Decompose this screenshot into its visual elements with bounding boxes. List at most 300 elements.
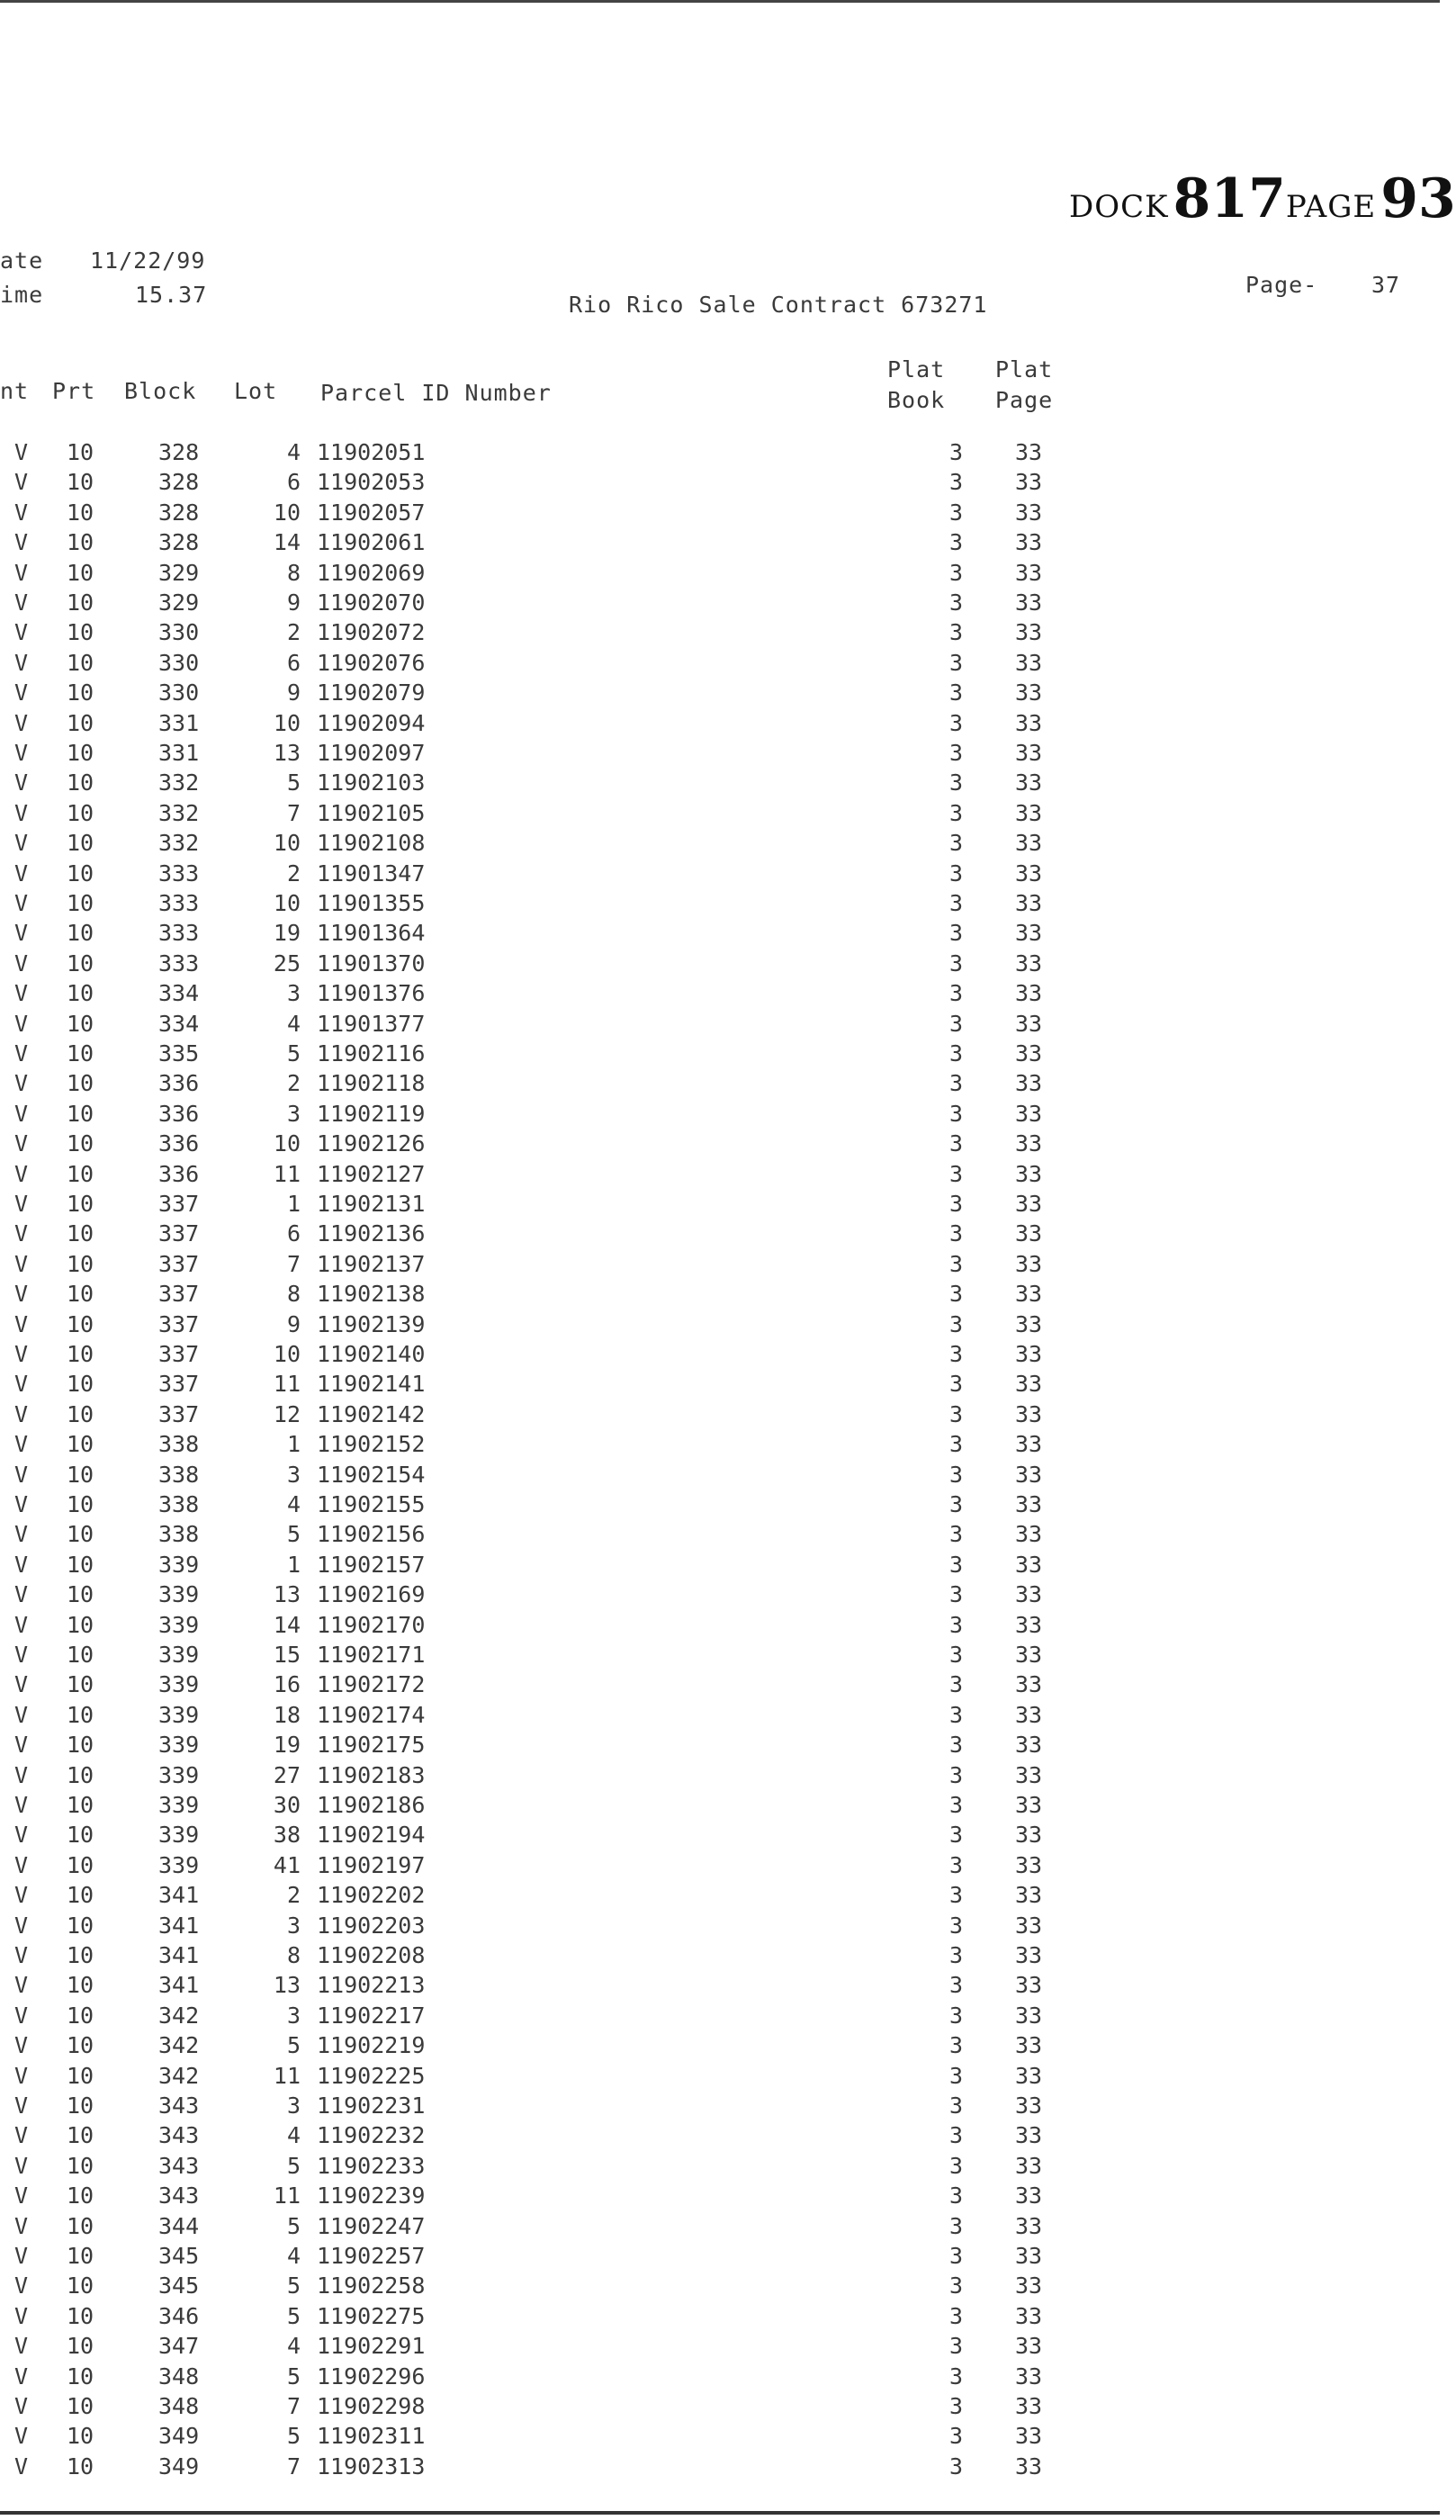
row-plat-page: 33 (1015, 2272, 1043, 2300)
row-lot: 6 (286, 1220, 301, 1247)
row-prt: 10 (67, 920, 94, 947)
row-prt: 10 (67, 980, 94, 1007)
row-plat-book: 3 (948, 649, 963, 676)
row-plat-page: 33 (1015, 1491, 1043, 1517)
row-plat-page: 33 (1015, 1341, 1043, 1367)
row-parcel-id: 11902313 (317, 2452, 426, 2480)
row-prt: 10 (67, 2212, 94, 2239)
row-prt: 10 (67, 1611, 94, 1638)
row-plat-book: 3 (948, 2272, 963, 2300)
row-parcel-id: 11902183 (317, 1761, 426, 1788)
row-plat-page: 33 (1015, 2092, 1043, 2119)
row-lot: 3 (286, 1461, 301, 1488)
row-block: 339 (158, 1732, 200, 1759)
time-label: ime (0, 282, 44, 308)
row-parcel-id: 11902298 (317, 2393, 426, 2419)
row-plat-book: 3 (948, 1310, 963, 1337)
row-plat-book: 3 (948, 1130, 963, 1157)
row-code: V (14, 1191, 29, 1217)
col-header-book-top: Plat (887, 356, 946, 382)
row-lot: 7 (286, 2393, 301, 2419)
row-parcel-id: 11902203 (317, 1912, 426, 1939)
row-plat-page: 33 (1015, 2333, 1043, 2360)
row-parcel-id: 11902291 (317, 2333, 426, 2360)
row-plat-page: 33 (1015, 1822, 1043, 1849)
row-plat-book: 3 (948, 1281, 963, 1308)
row-parcel-id: 11902202 (317, 1882, 426, 1909)
table-row (0, 2213, 1440, 2243)
table-row (0, 1671, 1440, 1701)
row-plat-page: 33 (1015, 2152, 1043, 2179)
row-prt: 10 (67, 2032, 94, 2059)
row-parcel-id: 11901370 (317, 950, 426, 976)
row-code: V (14, 2393, 29, 2419)
row-lot: 9 (286, 1310, 301, 1337)
row-block: 339 (158, 1581, 200, 1608)
row-block: 334 (158, 1010, 200, 1037)
row-plat-book: 3 (948, 1220, 963, 1247)
table-row (0, 2333, 1440, 2362)
row-lot: 13 (273, 1972, 301, 1999)
row-lot: 9 (286, 590, 301, 616)
table-row (0, 500, 1440, 529)
row-plat-book: 3 (948, 860, 963, 886)
date-label: ate (0, 248, 44, 274)
row-lot: 5 (286, 1040, 301, 1066)
row-prt: 10 (67, 1160, 94, 1187)
row-lot: 11 (273, 1371, 301, 1398)
row-lot: 4 (286, 2122, 301, 2149)
row-block: 328 (158, 439, 200, 465)
row-code: V (14, 2152, 29, 2179)
row-block: 332 (158, 830, 200, 857)
row-block: 343 (158, 2092, 200, 2119)
table-row (0, 1552, 1440, 1581)
row-code: V (14, 1220, 29, 1247)
row-plat-book: 3 (948, 2152, 963, 2179)
row-plat-page: 33 (1015, 920, 1043, 947)
stamp-book: 817 (1173, 167, 1286, 230)
row-parcel-id: 11902311 (317, 2423, 426, 2450)
row-plat-book: 3 (948, 1040, 963, 1066)
row-plat-book: 3 (948, 799, 963, 826)
row-parcel-id: 11901347 (317, 860, 426, 886)
row-lot: 10 (273, 1341, 301, 1367)
row-block: 331 (158, 740, 200, 766)
row-parcel-id: 11901377 (317, 1010, 426, 1037)
row-lot: 8 (286, 1942, 301, 1968)
row-lot: 5 (286, 2302, 301, 2329)
row-plat-book: 3 (948, 1701, 963, 1728)
table-row (0, 1070, 1440, 1100)
row-parcel-id: 11902140 (317, 1341, 426, 1367)
row-lot: 11 (273, 1160, 301, 1187)
row-plat-page: 33 (1015, 2122, 1043, 2149)
row-prt: 10 (67, 1581, 94, 1608)
row-prt: 10 (67, 2302, 94, 2329)
row-block: 337 (158, 1191, 200, 1217)
row-block: 345 (158, 2243, 200, 2269)
row-prt: 10 (67, 1220, 94, 1247)
row-prt: 10 (67, 1491, 94, 1517)
row-plat-book: 3 (948, 1792, 963, 1818)
row-lot: 11 (273, 2062, 301, 2089)
row-code: V (14, 1010, 29, 1037)
row-lot: 30 (273, 1792, 301, 1818)
row-code: V (14, 709, 29, 736)
row-parcel-id: 11902258 (317, 2272, 426, 2300)
row-block: 347 (158, 2333, 200, 2360)
top-rule (0, 0, 1440, 3)
row-plat-page: 33 (1015, 1250, 1043, 1277)
table-row (0, 2423, 1440, 2452)
row-code: V (14, 1912, 29, 1939)
row-parcel-id: 11902219 (317, 2032, 426, 2059)
row-lot: 6 (286, 649, 301, 676)
row-plat-book: 3 (948, 2002, 963, 2029)
row-block: 329 (158, 559, 200, 586)
row-plat-book: 3 (948, 2182, 963, 2210)
table-row (0, 680, 1440, 709)
row-lot: 10 (273, 1130, 301, 1157)
row-prt: 10 (67, 469, 94, 496)
row-prt: 10 (67, 1341, 94, 1367)
row-block: 337 (158, 1220, 200, 1247)
row-prt: 10 (67, 1701, 94, 1728)
row-plat-book: 3 (948, 1431, 963, 1458)
table-row (0, 800, 1440, 830)
row-plat-page: 33 (1015, 619, 1043, 646)
row-plat-book: 3 (948, 770, 963, 796)
table-row (0, 1040, 1440, 1070)
row-prt: 10 (67, 770, 94, 796)
row-plat-page: 33 (1015, 1191, 1043, 1217)
table-row (0, 529, 1440, 559)
row-parcel-id: 11902194 (317, 1822, 426, 1849)
row-prt: 10 (67, 2152, 94, 2179)
row-block: 328 (158, 469, 200, 496)
row-plat-page: 33 (1015, 499, 1043, 526)
row-prt: 10 (67, 1882, 94, 1909)
col-header-prt: Prt (52, 378, 96, 404)
row-plat-book: 3 (948, 1761, 963, 1788)
row-parcel-id: 11902069 (317, 559, 426, 586)
row-plat-book: 3 (948, 1882, 963, 1909)
row-block: 328 (158, 529, 200, 556)
row-prt: 10 (67, 680, 94, 706)
row-prt: 10 (67, 1972, 94, 1999)
row-plat-book: 3 (948, 1250, 963, 1277)
row-prt: 10 (67, 890, 94, 916)
row-code: V (14, 1581, 29, 1608)
row-code: V (14, 1521, 29, 1548)
row-plat-book: 3 (948, 2122, 963, 2149)
row-plat-book: 3 (948, 2302, 963, 2329)
recording-stamp (1069, 167, 1456, 230)
row-plat-page: 33 (1015, 2032, 1043, 2059)
row-lot: 3 (286, 2092, 301, 2119)
row-plat-page: 33 (1015, 2062, 1043, 2089)
row-plat-page: 33 (1015, 1040, 1043, 1066)
row-block: 349 (158, 2423, 200, 2450)
row-block: 328 (158, 499, 200, 526)
row-lot: 4 (286, 1010, 301, 1037)
row-plat-page: 33 (1015, 1010, 1043, 1037)
row-prt: 10 (67, 1761, 94, 1788)
table-row (0, 1101, 1440, 1130)
row-parcel-id: 11902231 (317, 2092, 426, 2119)
row-code: V (14, 1851, 29, 1878)
row-code: V (14, 2362, 29, 2390)
row-code: V (14, 890, 29, 916)
row-parcel-id: 11902154 (317, 1461, 426, 1488)
row-code: V (14, 920, 29, 947)
row-parcel-id: 11902136 (317, 1220, 426, 1247)
row-code: V (14, 2002, 29, 2029)
row-lot: 3 (286, 2002, 301, 2029)
row-code: V (14, 950, 29, 976)
row-block: 337 (158, 1371, 200, 1398)
row-plat-book: 3 (948, 1822, 963, 1849)
row-lot: 5 (286, 2212, 301, 2239)
table-row (0, 1521, 1440, 1551)
row-code: V (14, 1551, 29, 1578)
col-header-lot: Lot (234, 378, 278, 404)
row-plat-page: 33 (1015, 1371, 1043, 1398)
row-plat-page: 33 (1015, 890, 1043, 916)
table-row (0, 1792, 1440, 1822)
row-prt: 10 (67, 1642, 94, 1668)
row-parcel-id: 11902239 (317, 2182, 426, 2210)
row-block: 330 (158, 619, 200, 646)
row-parcel-id: 11901364 (317, 920, 426, 947)
row-parcel-id: 11902247 (317, 2212, 426, 2239)
table-row (0, 469, 1440, 499)
row-block: 337 (158, 1250, 200, 1277)
row-code: V (14, 1611, 29, 1638)
row-parcel-id: 11902138 (317, 1281, 426, 1308)
row-plat-book: 3 (948, 619, 963, 646)
table-row (0, 1882, 1440, 1912)
row-code: V (14, 2423, 29, 2450)
row-plat-page: 33 (1015, 860, 1043, 886)
row-plat-page: 33 (1015, 1701, 1043, 1728)
row-lot: 4 (286, 2243, 301, 2269)
row-plat-page: 33 (1015, 680, 1043, 706)
row-lot: 1 (286, 1191, 301, 1217)
row-plat-page: 33 (1015, 709, 1043, 736)
row-code: V (14, 1972, 29, 1999)
row-code: V (14, 860, 29, 886)
col-header-book-bottom: Book (887, 387, 946, 413)
row-code: V (14, 2122, 29, 2149)
row-lot: 2 (286, 1882, 301, 1909)
row-parcel-id: 11902127 (317, 1160, 426, 1187)
row-lot: 5 (286, 2423, 301, 2450)
table-row (0, 2393, 1440, 2423)
row-code: V (14, 2272, 29, 2300)
table-row (0, 1612, 1440, 1642)
row-prt: 10 (67, 2423, 94, 2450)
table-row (0, 2182, 1440, 2212)
table-row (0, 950, 1440, 980)
table-row (0, 890, 1440, 920)
row-plat-page: 33 (1015, 1611, 1043, 1638)
table-row (0, 920, 1440, 950)
row-parcel-id: 11902217 (317, 2002, 426, 2029)
row-lot: 15 (273, 1642, 301, 1668)
table-row (0, 2002, 1440, 2032)
row-code: V (14, 2062, 29, 2089)
row-block: 339 (158, 1642, 200, 1668)
table-row (0, 1762, 1440, 1792)
row-prt: 10 (67, 2452, 94, 2480)
row-plat-page: 33 (1015, 1642, 1043, 1668)
row-plat-page: 33 (1015, 2243, 1043, 2269)
row-plat-book: 3 (948, 439, 963, 465)
row-plat-page: 33 (1015, 1160, 1043, 1187)
row-plat-book: 3 (948, 559, 963, 586)
row-code: V (14, 529, 29, 556)
row-block: 338 (158, 1521, 200, 1548)
row-code: V (14, 680, 29, 706)
row-parcel-id: 11902137 (317, 1250, 426, 1277)
row-block: 336 (158, 1100, 200, 1127)
row-plat-page: 33 (1015, 2423, 1043, 2450)
table-row (0, 2303, 1440, 2333)
table-row (0, 1972, 1440, 2002)
row-block: 337 (158, 1281, 200, 1308)
row-plat-page: 33 (1015, 2393, 1043, 2419)
row-prt: 10 (67, 2393, 94, 2419)
table-row (0, 2092, 1440, 2122)
table-row (0, 2032, 1440, 2062)
table-row (0, 1822, 1440, 1851)
row-lot: 5 (286, 2032, 301, 2059)
row-prt: 10 (67, 950, 94, 976)
row-plat-book: 3 (948, 1551, 963, 1578)
row-lot: 5 (286, 2362, 301, 2390)
row-plat-page: 33 (1015, 980, 1043, 1007)
row-plat-book: 3 (948, 2393, 963, 2419)
row-prt: 10 (67, 1912, 94, 1939)
row-prt: 10 (67, 2002, 94, 2029)
row-lot: 1 (286, 1431, 301, 1458)
row-block: 346 (158, 2302, 200, 2329)
row-prt: 10 (67, 1371, 94, 1398)
row-code: V (14, 2212, 29, 2239)
row-prt: 10 (67, 2272, 94, 2300)
row-block: 339 (158, 1851, 200, 1878)
col-header-block: Block (124, 378, 197, 404)
row-plat-page: 33 (1015, 740, 1043, 766)
row-plat-page: 33 (1015, 1100, 1043, 1127)
row-prt: 10 (67, 2182, 94, 2210)
row-plat-book: 3 (948, 920, 963, 947)
row-code: V (14, 830, 29, 857)
row-prt: 10 (67, 1310, 94, 1337)
table-row (0, 860, 1440, 890)
row-block: 341 (158, 1942, 200, 1968)
table-row (0, 2063, 1440, 2092)
row-lot: 3 (286, 980, 301, 1007)
row-code: V (14, 1341, 29, 1367)
row-parcel-id: 11902169 (317, 1581, 426, 1608)
row-plat-book: 3 (948, 2062, 963, 2089)
row-parcel-id: 11902053 (317, 469, 426, 496)
row-plat-page: 33 (1015, 1130, 1043, 1157)
row-lot: 4 (286, 2333, 301, 2360)
row-prt: 10 (67, 1130, 94, 1157)
row-lot: 8 (286, 1281, 301, 1308)
row-parcel-id: 11902157 (317, 1551, 426, 1578)
row-prt: 10 (67, 2333, 94, 2360)
row-code: V (14, 1882, 29, 1909)
row-plat-book: 3 (948, 890, 963, 916)
row-block: 330 (158, 649, 200, 676)
row-prt: 10 (67, 559, 94, 586)
row-block: 341 (158, 1972, 200, 1999)
row-plat-book: 3 (948, 1070, 963, 1097)
row-prt: 10 (67, 1792, 94, 1818)
row-block: 337 (158, 1310, 200, 1337)
row-code: V (14, 469, 29, 496)
row-code: V (14, 1671, 29, 1698)
row-lot: 7 (286, 799, 301, 826)
row-prt: 10 (67, 709, 94, 736)
row-plat-book: 3 (948, 1521, 963, 1548)
row-prt: 10 (67, 799, 94, 826)
row-block: 348 (158, 2362, 200, 2390)
row-code: V (14, 1281, 29, 1308)
row-plat-page: 33 (1015, 950, 1043, 976)
row-parcel-id: 11902126 (317, 1130, 426, 1157)
table-row (0, 1220, 1440, 1250)
table-row (0, 1401, 1440, 1431)
row-code: V (14, 2333, 29, 2360)
table-row (0, 740, 1440, 770)
row-block: 333 (158, 920, 200, 947)
row-prt: 10 (67, 2062, 94, 2089)
row-plat-page: 33 (1015, 1882, 1043, 1909)
row-block: 329 (158, 590, 200, 616)
row-parcel-id: 11902155 (317, 1491, 426, 1517)
row-block: 334 (158, 980, 200, 1007)
row-prt: 10 (67, 1431, 94, 1458)
row-plat-page: 33 (1015, 2002, 1043, 2029)
row-lot: 2 (286, 860, 301, 886)
table-row (0, 710, 1440, 740)
row-plat-book: 3 (948, 1642, 963, 1668)
row-plat-book: 3 (948, 1972, 963, 1999)
table-row (0, 1702, 1440, 1732)
row-block: 348 (158, 2393, 200, 2419)
bottom-rule (0, 2511, 1440, 2515)
row-block: 342 (158, 2032, 200, 2059)
row-code: V (14, 649, 29, 676)
row-plat-book: 3 (948, 2212, 963, 2239)
row-lot: 10 (273, 830, 301, 857)
row-parcel-id: 11902139 (317, 1310, 426, 1337)
row-block: 342 (158, 2002, 200, 2029)
row-plat-book: 3 (948, 1371, 963, 1398)
row-plat-page: 33 (1015, 649, 1043, 676)
row-block: 336 (158, 1160, 200, 1187)
row-lot: 4 (286, 439, 301, 465)
row-prt: 10 (67, 2092, 94, 2119)
row-plat-page: 33 (1015, 1431, 1043, 1458)
row-parcel-id: 11902105 (317, 799, 426, 826)
